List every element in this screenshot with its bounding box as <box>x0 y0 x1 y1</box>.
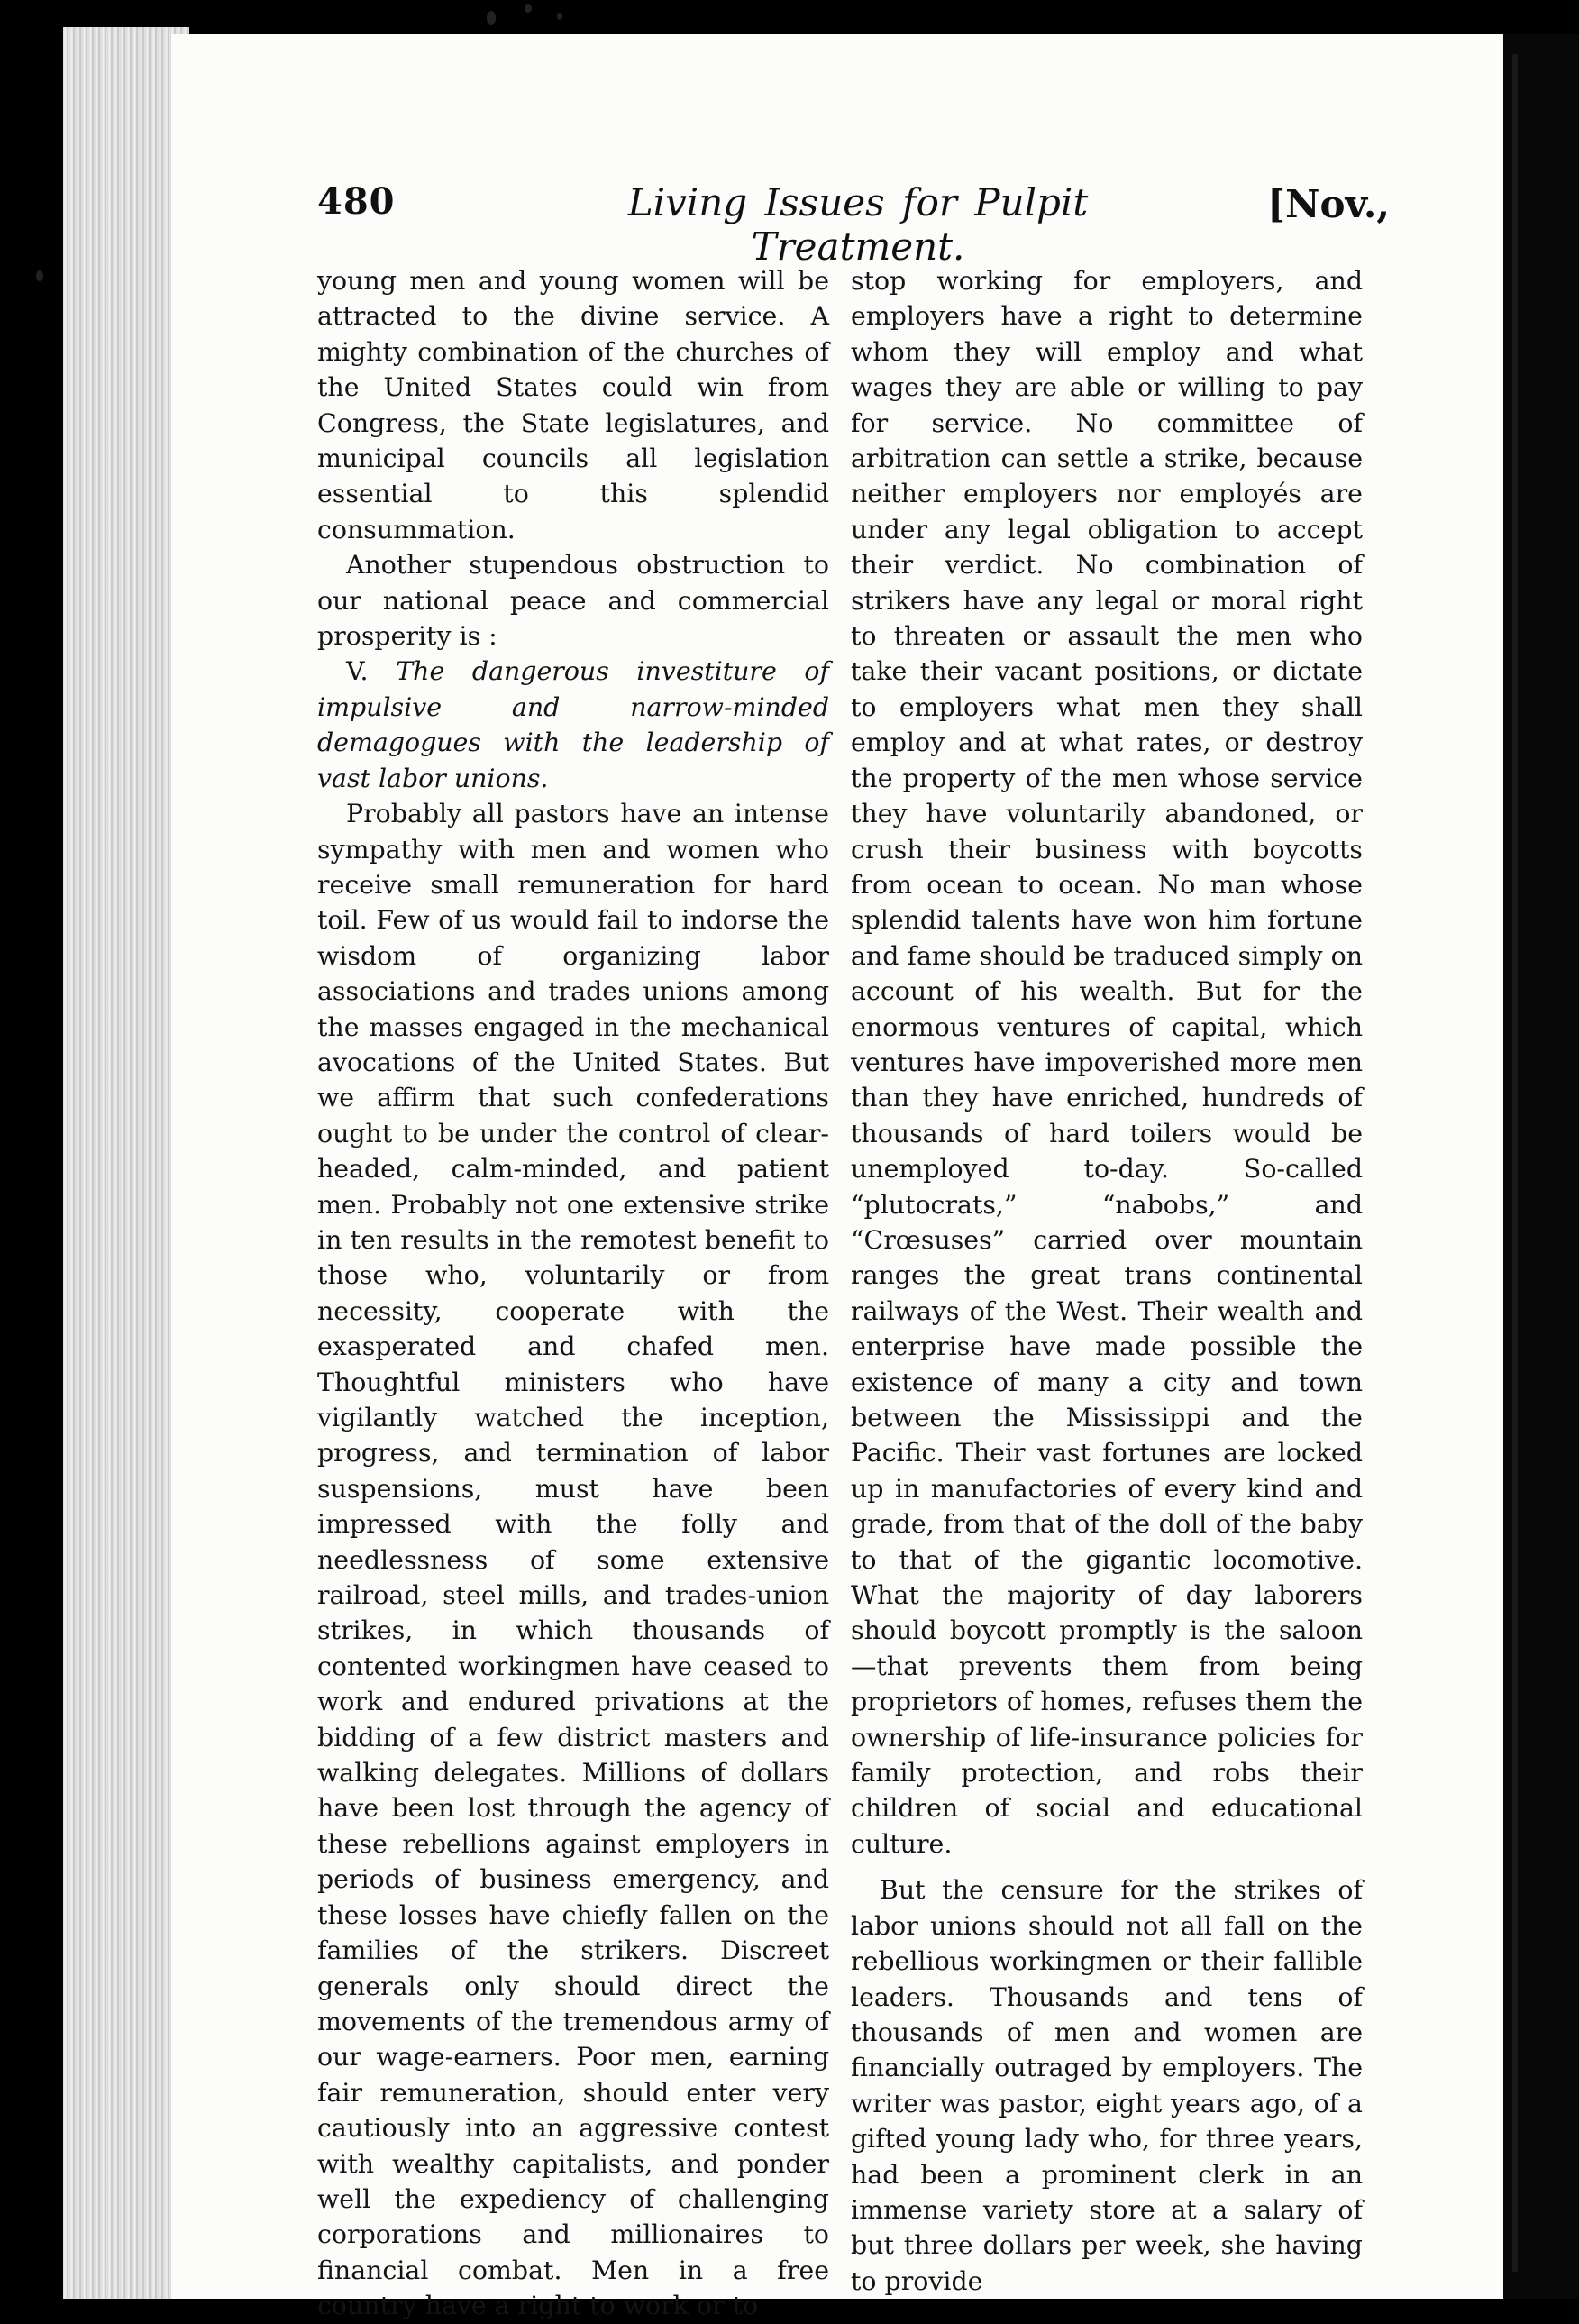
left-column <box>317 263 829 2324</box>
running-title: Living Issues for Pulpit Treatment. <box>627 180 1089 269</box>
scan-speck <box>557 13 562 20</box>
page-number: 480 <box>317 180 396 223</box>
scan-speck <box>36 270 43 281</box>
paragraph: Probably all pastors have an intense sympathy with men and women who receive small remuneration for hard toil. Few of us would fail to indorse the wisdom of organizing labor associations and trades unions among the masses engaged in the mechanical avocations of the United States. But we affirm that such confederations ought to be under the control of clear-headed, calm-minded, and patient men. Probably not one extensive strike in ten results in the remotest benefit to those who, voluntarily or from necessity, cooperate with the exasperated and chafed men. Thoughtful ministers who have vigilantly watched the inception, progress, and termination of labor suspensions, must have been impressed with the folly and needlessness of some extensive railroad, steel mills, and trades-union strikes, in which thousands of contented workingmen have ceased to work and endured privations at the bidding of a few district masters and walking delegates. Millions of dollars have been lost through the agency of these rebellions against employers in periods of business emergency, and these losses have chiefly fallen on the families of the strikers. Discreet generals only should direct the movements of the tremendous army of our wage-earners. Poor men, earning fair remuneration, should enter very cautiously into an aggressive contest with wealthy capitalists, and ponder well the expediency of challenging corporations and millionaires to financial combat. Men in a free country have a right to work or to <box>317 799 829 2321</box>
paragraph: young men and young women will be attracted to the divine service. A mighty combination of the churches of the United States could win from Congress, the State legislatures, and municipal councils all legislation essential to this splendid consummation. <box>317 266 829 544</box>
paragraph: stop working for employers, and employers have a right to determine whom they will employ and what wages they are able or willing to pay for service. No committee of arbitration can settle a strike, because neither employers nor employés are under any legal obligation to accept their verdict. No combination of strikers have any legal or moral right to threaten or assault the men who take their vacant positions, or dictate to employers what men they shall employ and at what rates, or destroy the property of the men whose service they have voluntarily abandoned, or crush their business with boycotts from ocean to ocean. No man whose splendid talents have won him fortune and fame should be traduced simply on account of his wealth. But for the enormous ventures of capital, which ventures have impoverished more men than they have enriched, hundreds of thousands of hard toilers would be unemployed to-day. So-called “plutocrats,” “nabobs,” and “Crœsuses” carried over mountain ranges the great trans continental railways of the West. Their wealth and enterprise have made possible the existence of many a city and town between the Mississippi and the Pacific. Their vast fortunes are locked up in manufactories of every kind and grade, from that of the doll of the baby to that of the gigantic locomotive. What the majority of day laborers should boycott promptly is the saloon —that prevents them from being proprietors of homes, refuses them the ownership of life-insurance policies for family protection, and robs their children of social and educational culture. <box>851 266 1363 1859</box>
scan-speck <box>487 11 496 25</box>
issue-month: [Nov., <box>1267 182 1390 226</box>
section-numeral: V. <box>346 656 369 687</box>
adjacent-page-edge <box>1512 54 1518 2272</box>
section-title: The dangerous investiture of impulsive and narrow-minded demagogues with the leadership of vast labor unions. <box>317 656 830 793</box>
paragraph: Another stupendous obstruction to our national peace and commercial prosperity is : <box>317 550 829 652</box>
page-stack-edge <box>63 27 189 2299</box>
right-column <box>851 263 1363 2299</box>
scan-speck <box>525 4 532 13</box>
section-heading <box>317 654 829 796</box>
paragraph: But the censure for the strikes of labor unions should not all fall on the rebellious workingmen or their fallible leaders. Thousands and tens of thousands of men and women are financially outraged by employers. The writer was pastor, eight years ago, of a gifted young lady who, for three years, had been a prominent clerk in an immense variety store at a salary of but three dollars per week, she having to provide <box>851 1875 1363 2296</box>
running-header <box>317 180 1390 269</box>
